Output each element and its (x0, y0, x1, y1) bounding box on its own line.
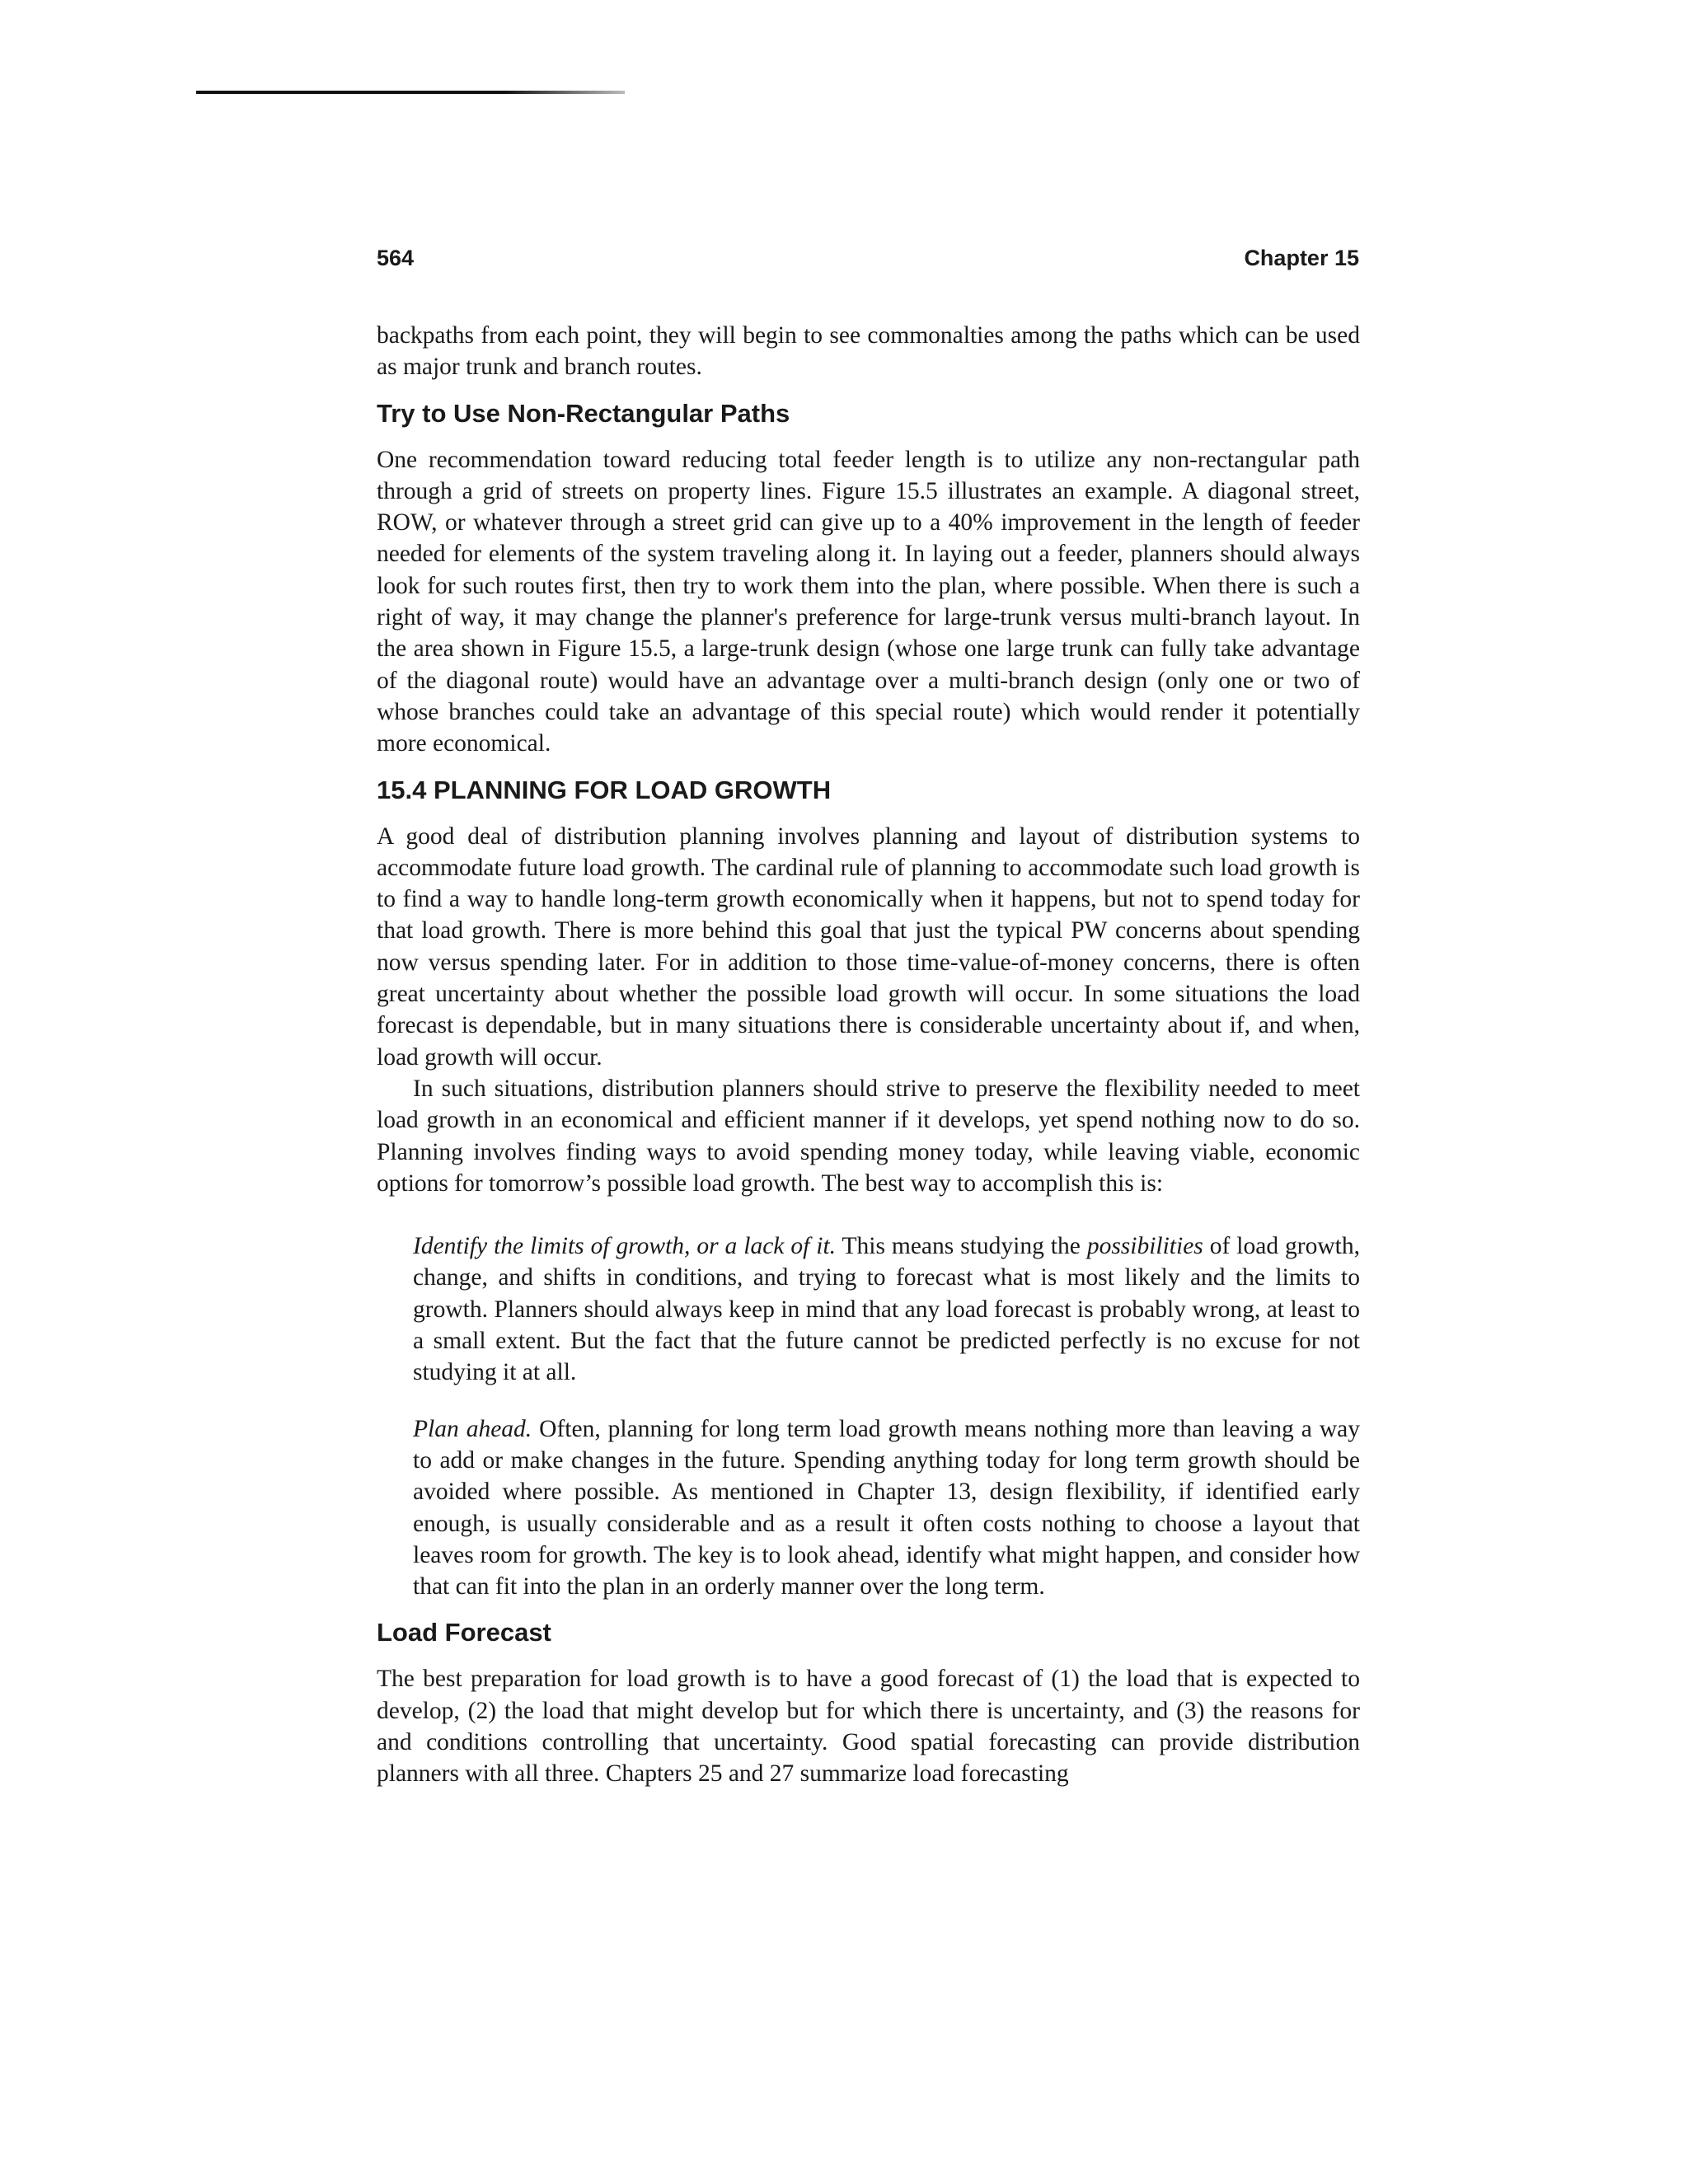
guideline-plan-ahead-text: Often, planning for long term load growth means nothing more than leaving a way to add or make changes in the future. Spending anything today for long term growth should be avoided where possible. As mentioned in Chapter 13, design flexibility, if identified early enough, is usually considerable and as a result it often costs nothing to choose a layout that leaves room for growth. The key is to look ahead, identify what might happen, and consider how that can fit into the plan in an orderly manner over the long term. (413, 1415, 1360, 1601)
load-forecast-paragraph: The best preparation for load growth is to have a good forecast of (1) the load that is expected to develop, (2) the load that might develop but for which there is uncertainty, and (3) the reasons for and conditions controlling that uncertainty. Good spatial forecasting can provide distribution planners with all three. Chapters 25 and 27 summarize load forecasting (377, 1666, 1360, 1788)
load-growth-paragraph-2: In such situations, distribution planners should strive to preserve the flexibility needed to meet load growth in an economical and efficient manner if it develops, yet spend nothing now to do so. Planning involves finding ways to avoid spending money today, while leaving viable, economic options for tomorrow’s possible load growth. The best way to accomplish this is: (377, 1075, 1360, 1197)
page-number: 564 (377, 246, 415, 270)
load-growth-paragraph-1: A good deal of distribution planning involves planning and layout of distribution systems to accommodate future load growth. The cardinal rule of planning to accommodate such load growth is to find a way to handle long-term growth economically when it happens, but not to spend today for that load growth. There is more behind this goal that just the typical PW concerns about spending now versus spending later. For in addition to those time-value-of-money concerns, there is often great uncertainty about whether the possible load growth will occur. In some situations the load forecast is dependable, but in many situations there is considerable uncertainty about if, and when, load growth will occur. (377, 823, 1360, 1071)
top-rule (196, 91, 625, 94)
intro-paragraph: backpaths from each point, they will begin to see commonalties among the paths which can be used as major trunk and branch routes. (377, 322, 1360, 381)
subheading-non-rectangular-paths: Try to Use Non-Rectangular Paths (377, 398, 790, 428)
subheading-load-forecast: Load Forecast (377, 1618, 551, 1647)
guideline-plan-ahead-lead: Plan ahead. (413, 1415, 532, 1442)
guideline-plan-ahead (413, 1413, 1360, 1603)
page-body (377, 320, 1360, 1790)
chapter-label: Chapter 15 (1244, 246, 1359, 270)
section-heading-load-growth: 15.4 PLANNING FOR LOAD GROWTH (377, 775, 832, 804)
guideline-identify-limits-text-a: This means studying the (836, 1233, 1087, 1260)
guideline-identify-limits-emphasis: possibilities (1086, 1233, 1203, 1260)
guideline-identify-limits-text-b: of load growth, change, and shifts in conditions, and trying to forecast what is most likely and the limits to growth. Planners should always keep in mind that any load forecast is probably wrong, at least to a small extent. But the fact that the future cannot be predicted perfectly is no excuse for not studying it at all. (413, 1233, 1360, 1386)
non-rectangular-paragraph: One recommendation toward reducing total feeder length is to utilize any non-rectangular path through a grid of streets on property lines. Figure 15.5 illustrates an example. A diagonal street, ROW, or whatever through a street grid can give up to a 40% improvement in the length of feeder needed for elements of the system traveling along it. In laying out a feeder, planners should always look for such routes first, then try to work them into the plan, where possible. When there is such a right of way, it may change the planner's preference for large-trunk versus multi-branch layout. In the area shown in Figure 15.5, a large-trunk design (whose one large trunk can fully take advantage of the diagonal route) would have an advantage over a multi-branch design (only one or two of whose branches could take an advantage of this special route) which would render it potentially more economical. (377, 446, 1360, 757)
guideline-identify-limits (413, 1230, 1360, 1388)
guideline-identify-limits-lead: Identify the limits of growth, or a lack of it. (413, 1233, 837, 1260)
